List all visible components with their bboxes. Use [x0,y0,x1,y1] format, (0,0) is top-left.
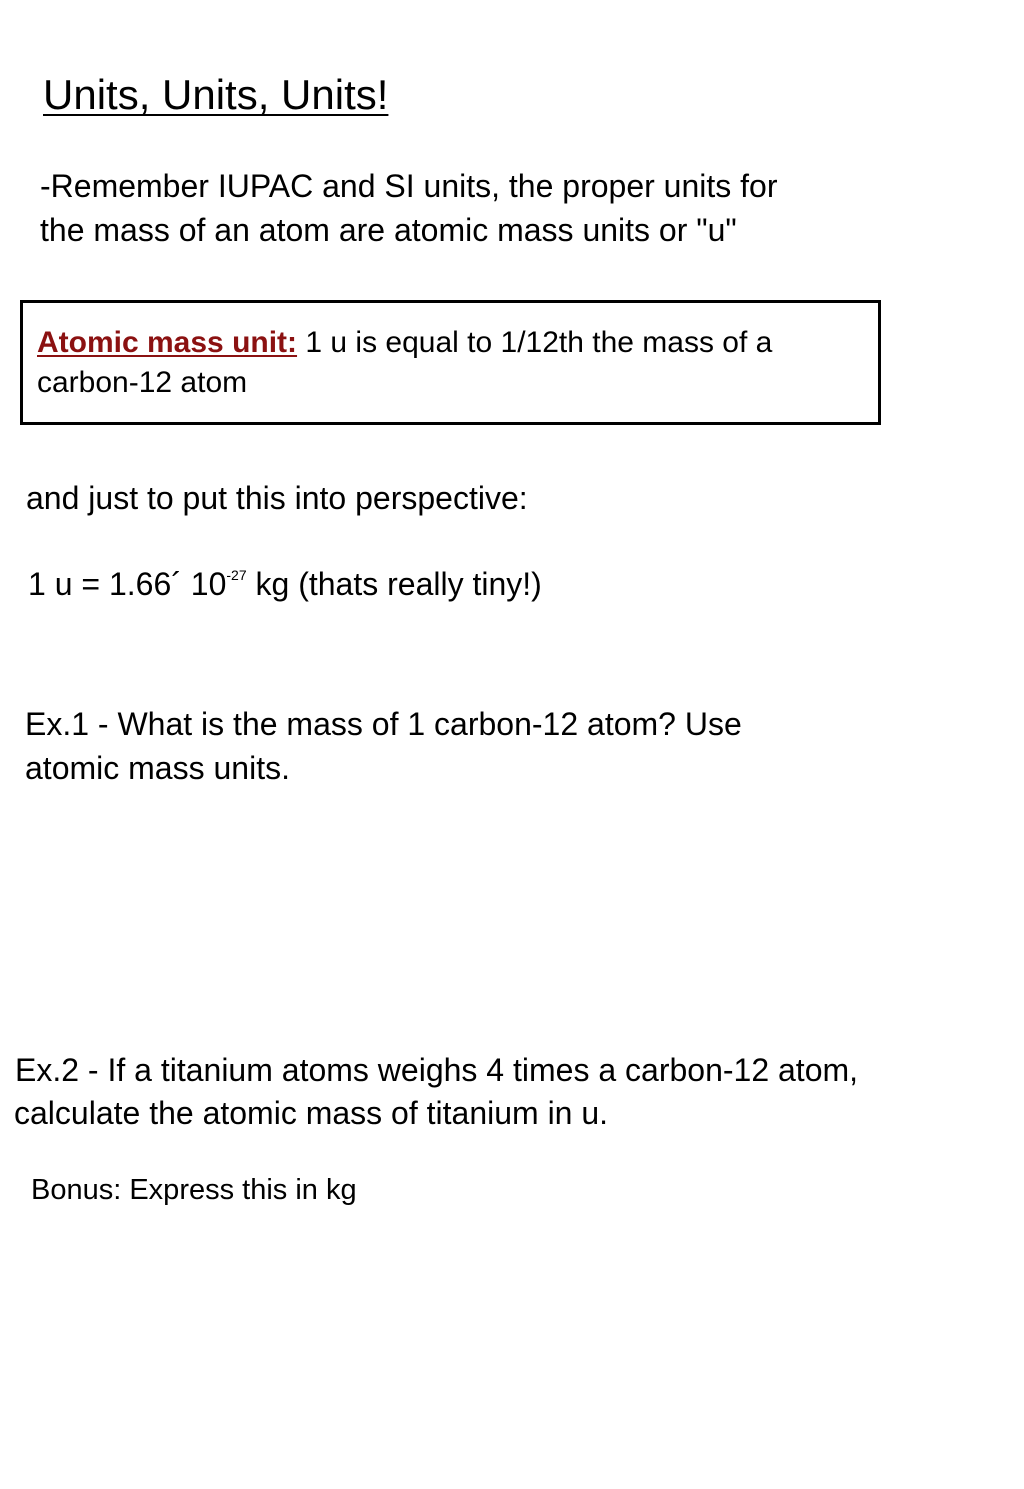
definition-box [20,300,881,425]
definition-line-1 [37,323,772,363]
example-2-line-2: calculate the atomic mass of titanium in u. [14,1095,609,1131]
bonus-question: Bonus: Express this in kg [31,1174,357,1206]
example-1-line-1: Ex.1 - What is the mass of 1 carbon-12 atom? Use [25,706,742,742]
equation-exponent: -27 [226,567,247,583]
page-title: Units, Units, Units! [43,71,389,118]
equation-lhs: 1 u = 1.66´ 10 [28,566,227,602]
intro-line-2: the mass of an atom are atomic mass units or "u" [40,212,737,248]
equation-rhs: kg (thats really tiny!) [246,566,542,602]
example-2-line-1: Ex.2 - If a titanium atoms weighs 4 times a carbon-12 atom, [15,1052,859,1088]
perspective-text: and just to put this into perspective: [26,480,528,516]
example-1-line-2: atomic mass units. [25,750,290,786]
definition-line-2: carbon-12 atom [37,366,248,399]
conversion-equation [28,562,542,612]
definition-text: 1 u is equal to 1/12th the mass of a [297,326,773,359]
definition-term: Atomic mass unit: [37,326,298,359]
intro-line-1: -Remember IUPAC and SI units, the proper units for [40,168,778,204]
